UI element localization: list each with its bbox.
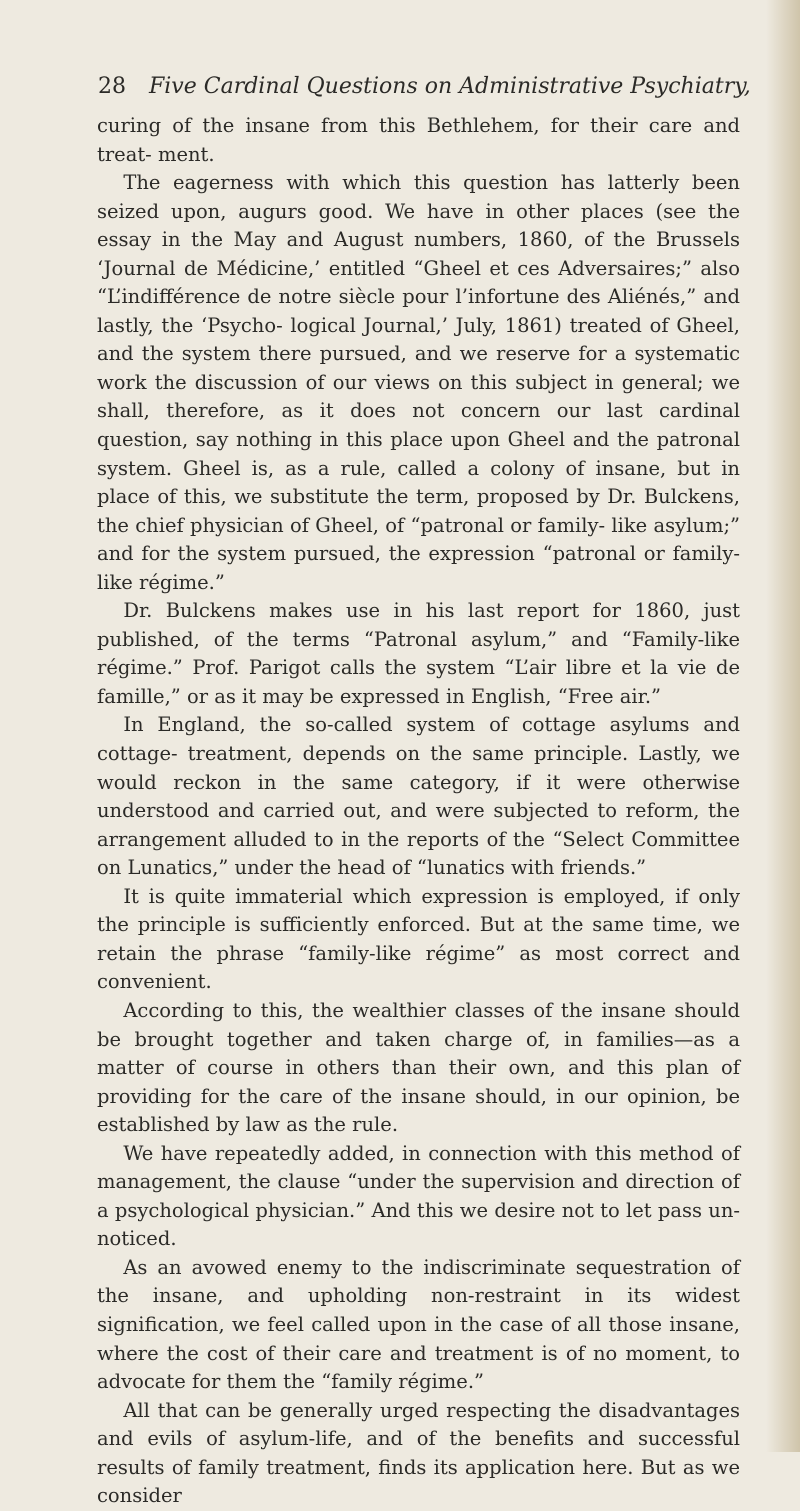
paragraph: The eagerness with which this question has latterly been seized upon, augurs good. We have in other places (see the essay in the May and August numbers, 1860, of the Brussels ‘Journal de Médicine,’ entitled “Gheel et ces Adversaires;” also “L’indifférence de notre siècle pour l’infortune des Aliénés,” and lastly, the ‘Psycho- logical Journal,’ July, 1861) treated of Gheel, and the system there pursued, and we reserve for a systematic work the discussion of our views on this subject in general; we shall, therefore, as it does not concern our last cardinal question, say nothing in this place upon Gheel and the patronal system. Gheel is, as a rule, called a colony of insane, but in place of this, we substitute the term, proposed by Dr. Bulckens, the chief physician of Gheel, of “patronal or family- like asylum;” and for the system pursued, the expression “patronal or family-like régime.” (97, 171, 740, 594)
paragraph: It is quite immaterial which expression is employed, if only the principle is sufficiently enforced. But at the same time, we retain the phrase “family-like régime” as most correct and convenient. (97, 884, 740, 994)
paragraph: All that can be generally urged respecting the disadvantages and evils of asylum-life, and of the benefits and successful results of family treatment, finds its application here. But as we consider (97, 1398, 740, 1508)
paragraph: We have repeatedly added, in connection with this method of management, the clause “under the supervision and direction of a psychological physician.” And this we desire not to let pass un- noticed. (97, 1141, 740, 1251)
running-title: Five Cardinal Questions on Administrative Psychiatry, (149, 74, 751, 99)
page-edge-shadow (766, 0, 800, 1452)
running-head (98, 72, 751, 102)
page-number: 28 (98, 74, 126, 99)
body-text (97, 112, 740, 1511)
paragraph: curing of the insane from this Bethlehem, for their care and treat- ment. (97, 114, 740, 166)
paragraph: In England, the so-called system of cottage asylums and cottage- treatment, depends on the same principle. Lastly, we would reckon in the same category, if it were otherwise understood and carried out, and were subjected to reform, the arrangement alluded to in the reports of the “Select Committee on Lunatics,” under the head of “lunatics with friends.” (97, 713, 740, 880)
paragraph: According to this, the wealthier classes of the insane should be brought together and taken charge of, in families—as a matter of course in others than their own, and this plan of providing for the care of the insane should, in our opinion, be established by law as the rule. (97, 998, 740, 1137)
paragraph: Dr. Bulckens makes use in his last report for 1860, just published, of the terms “Patronal asylum,” and “Family-like régime.” Prof. Parigot calls the system “L’air libre et la vie de famille,” or as it may be expressed in English, “Free air.” (97, 599, 740, 708)
paragraph: As an avowed enemy to the indiscriminate sequestration of the insane, and upholding non-restraint in its widest signification, we feel called upon in the case of all those insane, where the cost of their care and treatment is of no moment, to advocate for them the “family régime.” (97, 1255, 740, 1394)
